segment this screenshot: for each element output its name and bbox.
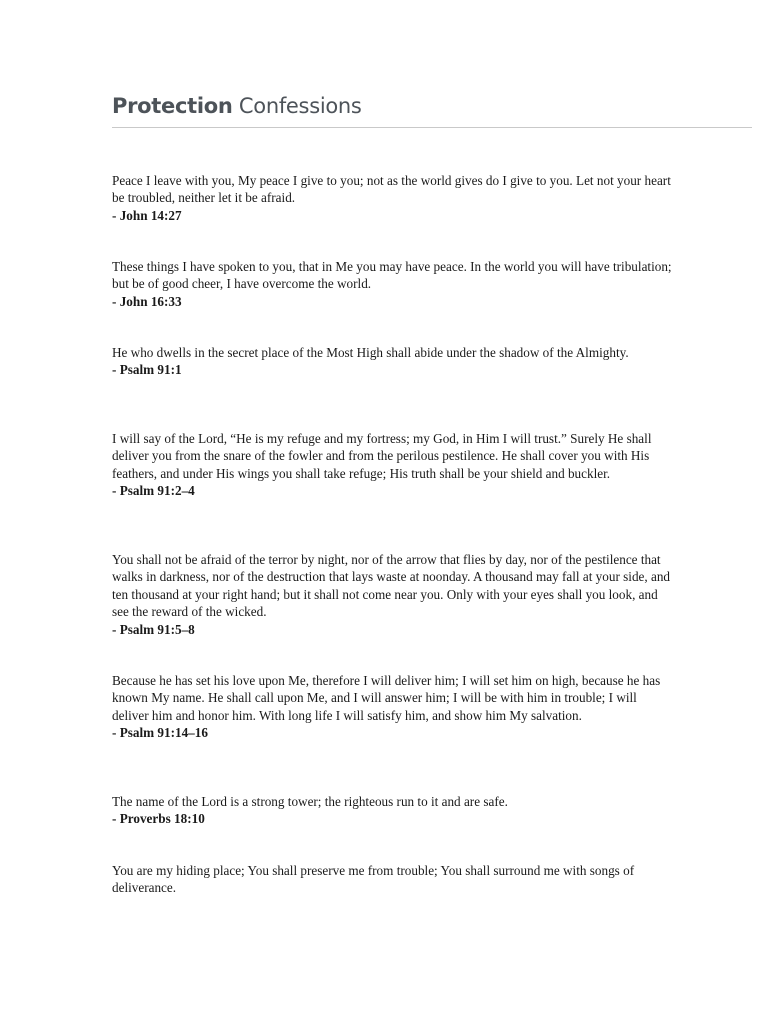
- page-title-bold: Protection: [112, 94, 233, 118]
- page-title: [112, 94, 362, 118]
- confession-text: Because he has set his love upon Me, therefore I will deliver him; I will set him on high, because he has known My name. He shall call upon Me, and I will answer him; I will be with him in trouble; I will deliver him and honor him. With long life I will satisfy him, and show him My salvation.: [112, 673, 661, 723]
- confession-entry: [112, 551, 672, 638]
- title-divider: [112, 127, 752, 128]
- confession-text: The name of the Lord is a strong tower; the righteous run to it and are safe.: [112, 794, 508, 809]
- confession-text: He who dwells in the secret place of the Most High shall abide under the shadow of the Almighty.: [112, 345, 629, 360]
- scripture-reference: - Psalm 91:5–8: [112, 621, 195, 637]
- confession-entry: [112, 344, 672, 379]
- scripture-reference: - John 14:27: [112, 207, 182, 223]
- scripture-reference: - Proverbs 18:10: [112, 811, 205, 827]
- confession-text: I will say of the Lord, “He is my refuge and my fortress; my God, in Him I will trust.” Surely He shall deliver you from the snare of the fowler and from the perilous pestilence. He shall cover you with His feathers, and under His wings you shall take refuge; His truth shall be your shield and buckler.: [112, 431, 652, 481]
- page-title-rest: Confessions: [238, 94, 362, 118]
- confession-entry: [112, 172, 672, 224]
- scripture-reference: - Psalm 91:14–16: [112, 725, 208, 741]
- confession-text: You are my hiding place; You shall preserve me from trouble; You shall surround me with songs of deliverance.: [112, 863, 635, 896]
- confession-entry: [112, 793, 672, 828]
- scripture-reference: - Psalm 91:2–4: [112, 483, 195, 499]
- scripture-reference: - John 16:33: [112, 293, 182, 309]
- confession-entry: [112, 258, 672, 310]
- confession-text: These things I have spoken to you, that in Me you may have peace. In the world you will have tribulation; but be of good cheer, I have overcome the world.: [112, 259, 672, 292]
- confession-text: Peace I leave with you, My peace I give to you; not as the world gives do I give to you. Let not your heart be troubled, neither let it be afraid.: [112, 173, 671, 206]
- confession-entry: [112, 430, 672, 500]
- confession-text: You shall not be afraid of the terror by night, nor of the arrow that flies by day, nor of the pestilence that walks in darkness, nor of the destruction that lays waste at noonday. A thousand may fall at your side, and ten thousand at your right hand; but it shall not come near you. Only with your eyes shall you look, and see the reward of the wicked.: [112, 552, 671, 620]
- confession-entry: [112, 862, 672, 897]
- scripture-reference: - Psalm 91:1: [112, 362, 182, 378]
- confession-entry: [112, 672, 672, 742]
